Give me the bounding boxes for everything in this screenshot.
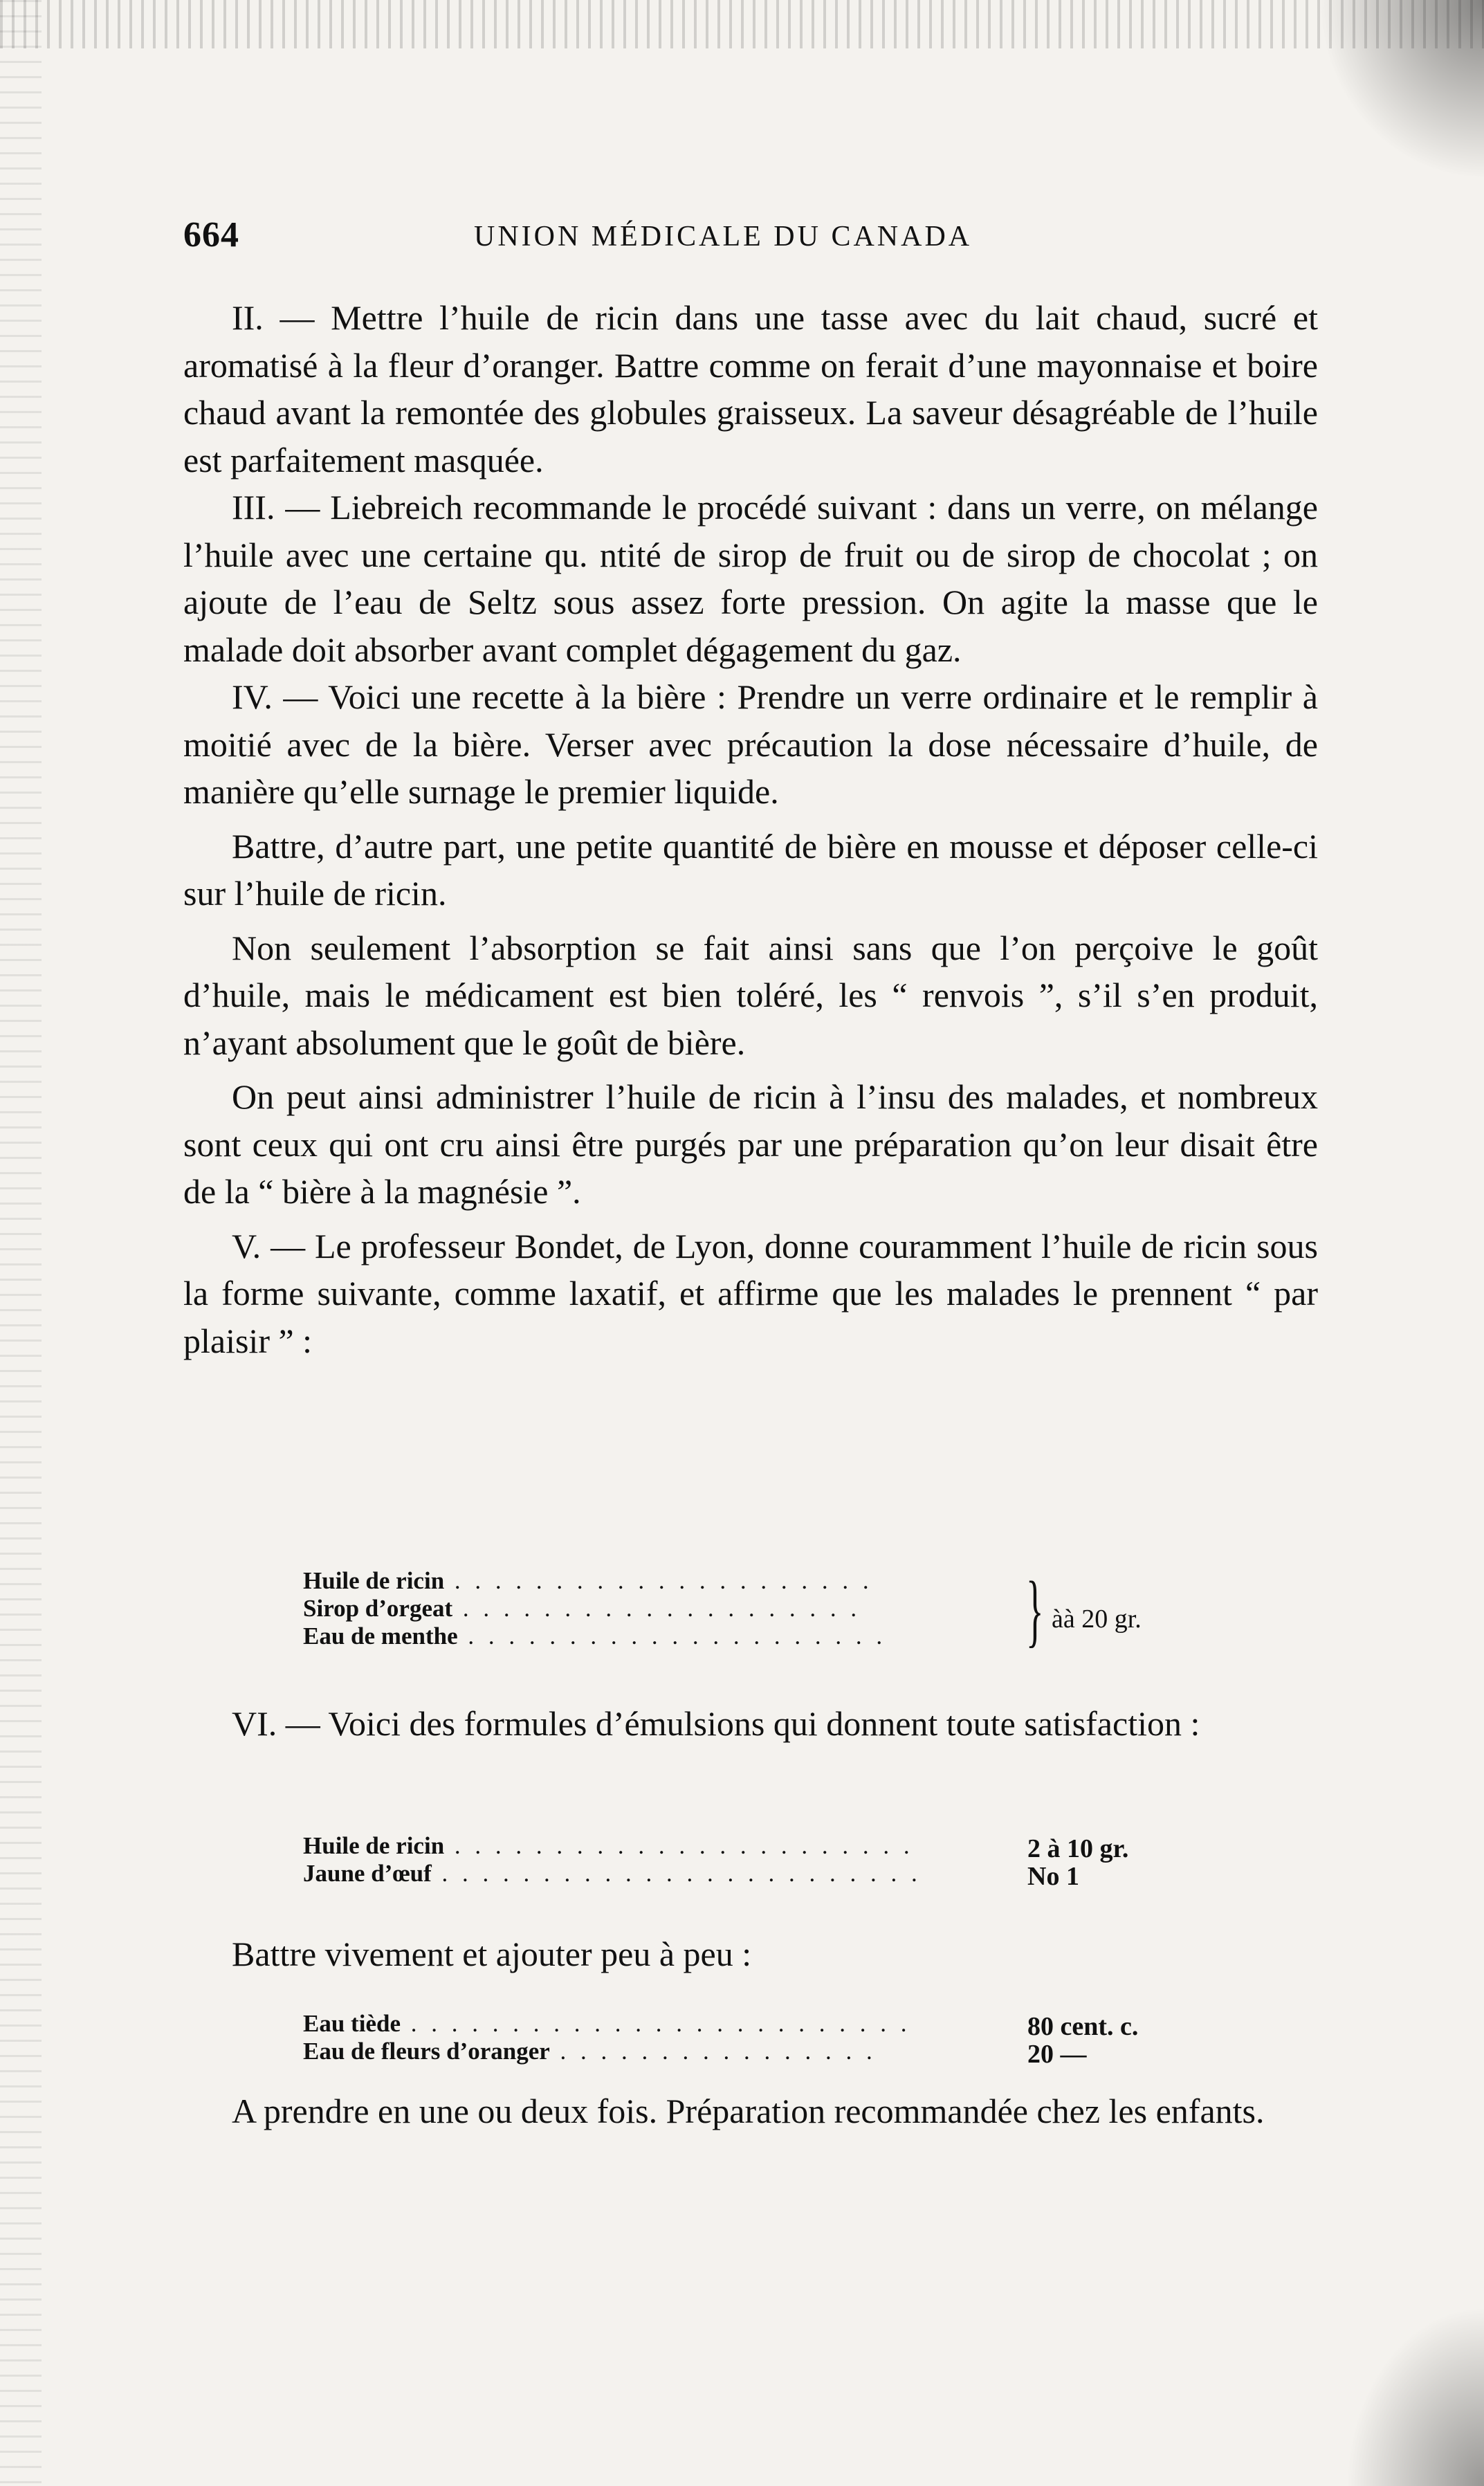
scan-noise-left — [0, 0, 42, 2486]
formula-quantity: 2 à 10 gr. — [1027, 1834, 1129, 1863]
formula-quantity: No 1 — [1027, 1862, 1079, 1891]
formula-quantity: 80 cent. c. — [1027, 2012, 1139, 2041]
formula-water — [303, 2010, 910, 2065]
formula-item: Eau tiède . . . . . . . . . . . . . . . . . . . . . . . . . — [303, 2010, 911, 2037]
formula-item: Eau de menthe . . . . . . . . . . . . . . . . . . . . . — [303, 1623, 887, 1649]
paragraph: A prendre en une ou deux fois. Préparation recommandée chez les enfants. — [232, 2092, 1265, 2130]
body-text — [183, 294, 1318, 1364]
page-number: 664 — [183, 215, 239, 255]
formula-castor-syrup-mint — [303, 1567, 886, 1650]
formula-item: Sirop d’orgeat . . . . . . . . . . . . . . . . . . . . — [303, 1595, 861, 1622]
scan-shadow-corner — [1318, 0, 1484, 180]
formula-item: Huile de ricin . . . . . . . . . . . . . . . . . . . . . . . — [303, 1832, 914, 1859]
paragraph: Non seulement l’absorption se fait ainsi sans que l’on perçoive le goût d’huile, mais le médicament est bien toléré, les “ renvois ”, s’il s’en produit, n’ayant absolument que le goût de bière. — [183, 928, 1318, 1062]
paragraph: IV. — Voici une recette à la bière : Prendre un verre ordinaire et le remplir à moitié avec de la bière. Verser avec précaution la dose nécessaire d’huile, de manière qu’elle surnage le premier liquide. — [183, 677, 1318, 811]
instruction-text: Battre vivement et ajouter peu à peu : — [232, 1935, 752, 1973]
paragraph: VI. — Voici des formules d’émulsions qui donnent toute satisfaction : — [232, 1704, 1200, 1743]
formula-emulsion — [303, 1832, 922, 1888]
page-header — [183, 208, 1290, 263]
formula-item: Jaune d’œuf . . . . . . . . . . . . . . . . . . . . . . . . — [303, 1860, 922, 1887]
paragraph: Battre, d’autre part, une petite quantité de bière en mousse et déposer celle-ci sur l’huile de ricin. — [183, 826, 1318, 913]
paragraph-vi — [183, 1701, 1318, 1746]
paragraph: V. — Le professeur Bondet, de Lyon, donne couramment l’huile de ricin sous la forme suivante, comme laxatif, et affirme que les malades le prennent “ par plaisir ” : — [183, 1226, 1318, 1360]
paragraph: III. — Liebreich recommande le procédé suivant : dans un verre, on mélange l’huile avec une certaine qu. ntité de sirop de fruit ou de sirop de chocolat ; on ajoute de l’eau de Seltz sous assez forte pression. On agite la masse que le malade doit absorber avant complet dégagement du gaz. — [183, 488, 1318, 669]
paragraph: II. — Mettre l’huile de ricin dans une tasse avec du lait chaud, sucré et aromatisé à la fleur d’oranger. Battre comme on ferait d’une mayonnaise et boire chaud avant la remontée des globules graisseux. La saveur désagréable de l’huile est parfaitement masquée. — [183, 298, 1318, 479]
running-title: UNION MÉDICALE DU CANADA — [474, 221, 973, 253]
brace: } — [1026, 1564, 1044, 1655]
formula-item: Huile de ricin . . . . . . . . . . . . . . . . . . . . . — [303, 1567, 873, 1594]
formula-quantity: 20 — — [1027, 2040, 1087, 2069]
scan-noise-top — [0, 0, 1484, 48]
formula-quantity: àà 20 gr. — [1052, 1605, 1142, 1634]
formula-item: Eau de fleurs d’oranger . . . . . . . . . . . . . . . . — [303, 2038, 877, 2065]
paragraph: On peut ainsi administrer l’huile de ricin à l’insu des malades, et nombreux sont ceux qui ont cru ainsi être purgés par une préparation qu’on leur disait être de la “ bière à la magnésie ”. — [183, 1077, 1318, 1211]
scan-shadow-corner — [1346, 2306, 1484, 2486]
closing-text — [183, 2088, 1318, 2134]
